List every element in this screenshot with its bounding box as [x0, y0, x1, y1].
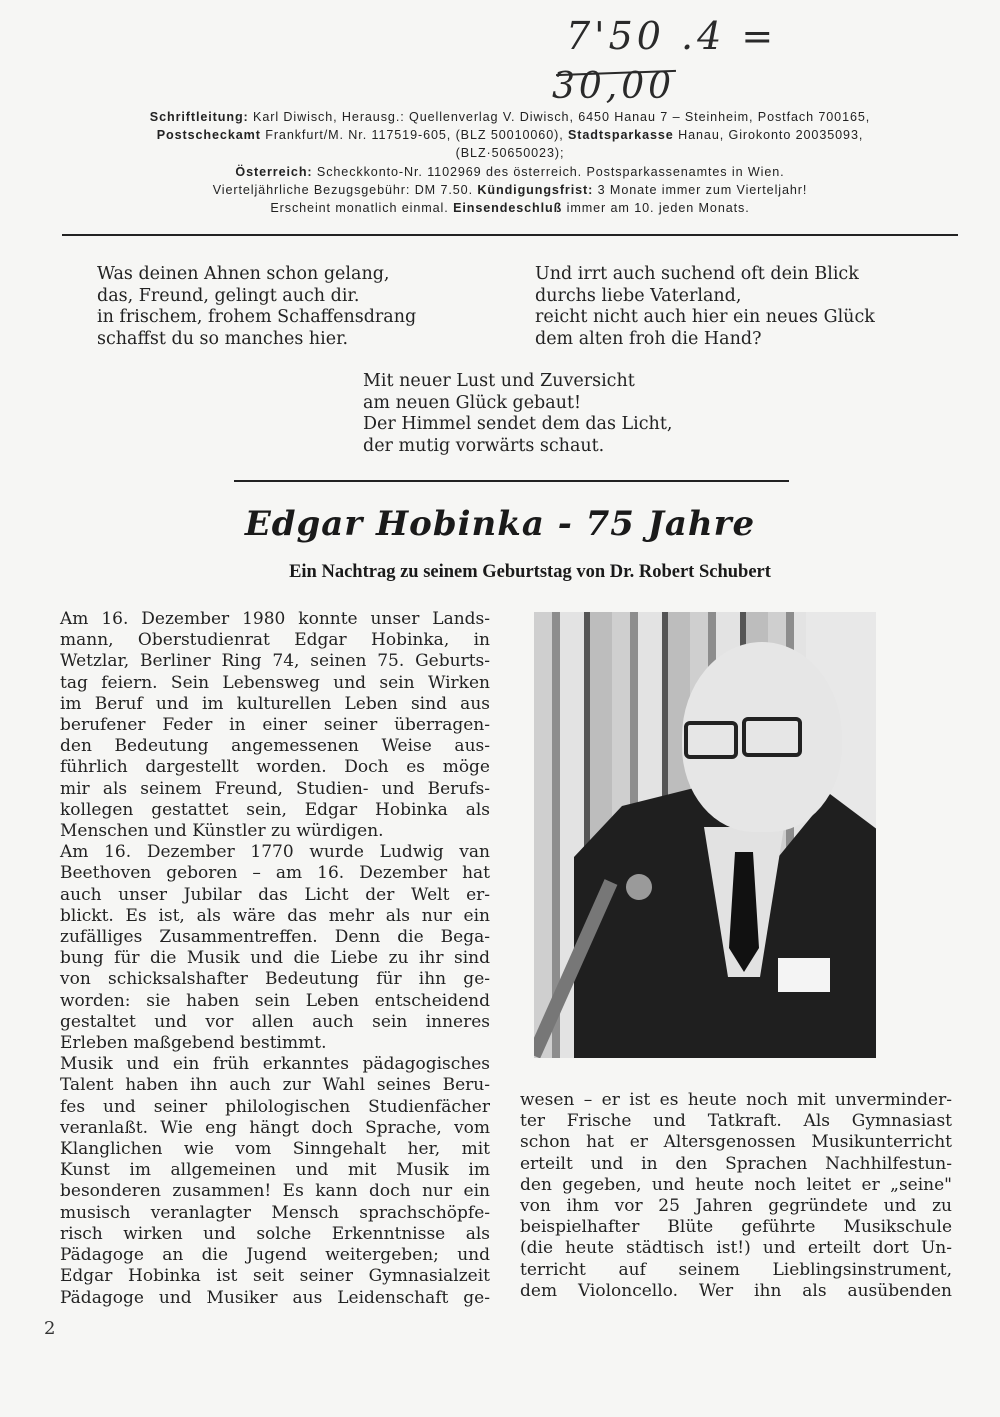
masthead-line: [62, 144, 958, 162]
masthead-label: Kündigungsfrist:: [477, 182, 594, 197]
masthead-text: immer am 10. jeden Monats.: [562, 201, 750, 216]
article-line: Kunst im allgemeinen und mit Musik im: [60, 1160, 490, 1181]
article-line: fes und seiner philologischen Studienfächer: [60, 1096, 490, 1117]
article-line: im Beruf und im kulturellen Leben sind aus: [60, 693, 490, 714]
poem-line: Und irrt auch suchend oft dein Blick: [535, 264, 859, 284]
poem-line: Der Himmel sendet dem das Licht,: [363, 414, 673, 434]
page-number: 2: [44, 1318, 56, 1339]
article-line: kollegen gestattet sein, Edgar Hobinka als: [60, 799, 490, 820]
article-line: beispielhafter Blüte geführte Musikschule: [520, 1217, 952, 1238]
masthead-line: [62, 181, 958, 199]
article-line: führlich dargestellt worden. Doch es möge: [60, 757, 490, 778]
poem-line: reicht nicht auch hier ein neues Glück: [535, 307, 875, 327]
microphone-icon: [626, 874, 652, 900]
masthead-label: Stadtsparkasse: [568, 128, 674, 143]
poem-stanza-right: [535, 264, 875, 350]
article-line: Klanglichen wie vom Sinngehalt her, mit: [60, 1139, 490, 1160]
masthead-line: [62, 163, 958, 181]
article-line: Erleben maßgebend bestimmt.: [60, 1033, 327, 1054]
photo-glasses: [684, 717, 804, 757]
masthead-label: Schriftleitung:: [149, 110, 249, 124]
article-line: Musik und ein früh erkanntes pädagogisches: [60, 1054, 490, 1075]
masthead-line: [62, 108, 958, 126]
poem-line: Mit neuer Lust und Zuversicht: [363, 371, 635, 391]
masthead-text: Hanau, Girokonto 20035093,: [673, 128, 864, 143]
article-line: schon hat er Altersgenossen Musikunterricht: [520, 1132, 952, 1153]
masthead-label: Einsendeschluß: [453, 201, 563, 216]
article-line: musisch veranlagter Mensch sprachschöpfe-: [60, 1202, 490, 1223]
article-line: gestaltet und vor allen auch sein inneres: [60, 1011, 490, 1032]
article-line: Am 16. Dezember 1980 konnte unser Lands-: [60, 609, 490, 629]
poem-stanza-center: [363, 371, 672, 457]
masthead-text: (BLZ·50650023);: [455, 146, 565, 161]
masthead-text: Vierteljährliche Bezugsgebühr: DM 7.50.: [212, 182, 478, 197]
masthead-line: [62, 126, 958, 144]
poem-stanza-left: [97, 264, 416, 350]
handwritten-calculation: 7'50 .4 =: [566, 14, 778, 58]
poem-line: der mutig vorwärts schaut.: [363, 435, 605, 456]
masthead-divider: [62, 234, 958, 236]
article-line: von ihm vor 25 Jahren gegründete und zu: [520, 1196, 952, 1217]
article-column-left: [60, 609, 490, 1309]
masthead-text: Frankfurt/M. Nr. 117519-605, (BLZ 50010060),: [260, 128, 568, 143]
article-line: worden: sie haben sein Leben entscheidend: [60, 990, 490, 1011]
article-line: Pädagoge und Musiker aus Leidenschaft ge-: [60, 1287, 490, 1308]
article-line: Talent haben ihn auch zur Wahl seines Beru-: [60, 1075, 490, 1096]
article-line: zufälliges Zusammentreffen. Denn die Bega-: [60, 927, 490, 948]
article-line: dem Violoncello. Wer ihn als ausübenden: [520, 1280, 952, 1301]
article-column-right: [520, 1090, 952, 1302]
article-line: veranlaßt. Wie eng hängt doch Sprache, vom: [60, 1117, 490, 1138]
title-divider: [234, 480, 789, 482]
article-title: Edgar Hobinka - 75 Jahre: [244, 504, 756, 544]
poem-line: in frischem, frohem Schaffensdrang: [97, 307, 417, 327]
article-line: von schicksalshafter Bedeutung für ihn ge-: [60, 969, 490, 990]
poem-line: am neuen Glück gebaut!: [363, 392, 582, 413]
article-line: tag feiern. Sein Lebensweg und sein Wirken: [60, 672, 490, 693]
masthead-text: 3 Monate immer zum Vierteljahr!: [593, 182, 808, 197]
article-line: den Bedeutung angemessenen Weise aus-: [60, 736, 490, 757]
article-line: Edgar Hobinka ist seit seiner Gymnasialzeit: [60, 1266, 490, 1287]
article-line: (die heute städtisch ist!) und erteilt dort Un-: [520, 1238, 952, 1259]
handwritten-total: 30,00: [552, 66, 676, 107]
article-line: terricht auf seinem Lieblingsinstrument,: [520, 1259, 952, 1280]
article-line: auch unser Jubilar das Licht der Welt er-: [60, 884, 490, 905]
article-line: erteilt und in den Sprachen Nachhilfestun-: [520, 1153, 952, 1174]
article-line: Am 16. Dezember 1770 wurde Ludwig van: [60, 842, 490, 863]
masthead-imprint: [62, 108, 958, 217]
masthead-text: Erscheint monatlich einmal.: [270, 201, 454, 216]
article-line: Menschen und Künstler zu würdigen.: [60, 821, 384, 842]
masthead-label: Postscheckamt: [156, 128, 261, 143]
masthead-line: [62, 199, 958, 217]
poem-line: dem alten froh die Hand?: [535, 328, 762, 349]
article-line: berufener Feder in einer seiner überragen-: [60, 715, 490, 736]
article-line: Wetzlar, Berliner Ring 74, seinen 75. Geburts-: [60, 651, 490, 672]
masthead-label: Österreich:: [235, 164, 313, 179]
article-line: blickt. Es ist, als wäre das mehr als nur ein: [60, 905, 490, 926]
masthead-text: Karl Diwisch, Herausg.: Quellenverlag V. Diwisch, 6450 Hanau 7 – Steinheim, Postfach 700165,: [248, 110, 871, 124]
poem-line: Was deinen Ahnen schon gelang,: [97, 264, 390, 284]
article-line: den gegeben, und heute noch leitet er „seine": [520, 1174, 952, 1195]
article-line: Pädagoge an die Jugend weitergeben; und: [60, 1245, 490, 1266]
article-line: ter Frische und Tatkraft. Als Gymnasiast: [520, 1111, 952, 1132]
photo-name-badge: [778, 958, 830, 992]
article-line: mann, Oberstudienrat Edgar Hobinka, in: [60, 630, 490, 651]
poem-line: das, Freund, gelingt auch dir.: [97, 285, 360, 306]
article-line: mir als seinem Freund, Studien- und Berufs-: [60, 778, 490, 799]
article-line: risch wirken und solche Erkenntnisse als: [60, 1223, 490, 1244]
article-line: besonderen zusammen! Es kann doch nur ein: [60, 1181, 490, 1202]
masthead-text: Scheckkonto-Nr. 1102969 des österreich. Postsparkassenamtes in Wien.: [312, 164, 785, 179]
article-line: bung für die Musik und die Liebe zu ihr sind: [60, 948, 490, 969]
poem-line: durchs liebe Vaterland,: [535, 285, 742, 306]
poem-line: schaffst du so manches hier.: [97, 328, 349, 349]
article-line: Beethoven geboren – am 16. Dezember hat: [60, 863, 490, 884]
article-subtitle: Ein Nachtrag zu seinem Geburtstag von Dr. Robert Schubert: [289, 562, 771, 582]
portrait-photo: [534, 612, 876, 1058]
article-line: wesen – er ist es heute noch mit unverminder-: [520, 1090, 952, 1110]
handwritten-price-note: [548, 12, 778, 107]
